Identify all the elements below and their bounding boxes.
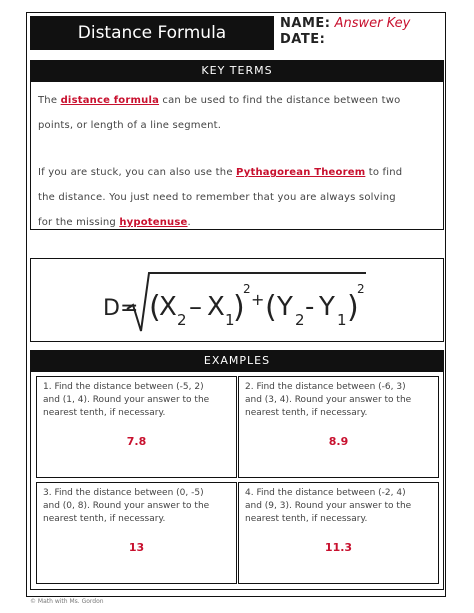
formula-open-paren-1: ( (149, 290, 161, 325)
example-4 (238, 482, 439, 584)
term-distance-formula: distance formula (60, 95, 160, 106)
example-answer: 7.8 (126, 435, 147, 448)
example-answer: 11.3 (324, 541, 353, 554)
question-line: 2. Find the distance between (-6, 3) (245, 382, 406, 392)
formula-exp-2: 2 (357, 282, 365, 296)
question-line: nearest tenth, if necessary. (43, 514, 166, 524)
example-question (245, 487, 433, 526)
text-run: to find (365, 167, 403, 178)
date-label: DATE: (280, 32, 326, 47)
formula-plus: + (251, 290, 265, 309)
question-line: nearest tenth, if necessary. (245, 514, 368, 524)
formula-sub-2a: 2 (177, 311, 187, 329)
example-1 (36, 376, 237, 478)
formula-exp-1: 2 (243, 282, 251, 296)
formula-x1: X (207, 292, 225, 322)
name-date-box (274, 16, 442, 50)
formula-close-paren-2: ) (347, 290, 359, 325)
question-line: and (1, 4). Round your answer to the (43, 395, 210, 405)
question-line: 3. Find the distance between (0, -5) (43, 488, 204, 498)
examples-heading: EXAMPLES (30, 350, 444, 372)
formula-sub-1a: 1 (225, 311, 235, 329)
text-run: can be used to find the distance between two (159, 95, 401, 106)
question-line: and (0, 8). Round your answer to the (43, 501, 210, 511)
footer-credit: © Math with Ms. Gordon (30, 598, 104, 605)
formula-open-paren-2: ( (265, 290, 277, 325)
question-line: nearest tenth, if necessary. (43, 408, 166, 418)
question-line: nearest tenth, if necessary. (245, 408, 368, 418)
example-2 (238, 376, 439, 478)
formula-minus-1: – (189, 292, 202, 322)
formula-lhs: D= (103, 296, 139, 321)
text-run: If you are stuck, you can also use the (38, 167, 237, 178)
formula-minus-2: - (305, 292, 315, 322)
question-line: and (9, 3). Round your answer to the (245, 501, 412, 511)
key-terms-heading: KEY TERMS (30, 60, 444, 82)
example-answer: 8.9 (328, 435, 349, 448)
formula-close-paren-1: ) (233, 290, 245, 325)
name-value: Answer Key (334, 16, 411, 31)
text-run: . (187, 217, 191, 228)
formula-x2: X (159, 292, 177, 322)
question-line: 4. Find the distance between (-2, 4) (245, 488, 406, 498)
question-line: 1. Find the distance between (-5, 2) (43, 382, 204, 392)
text-run: for the missing (38, 217, 120, 228)
distance-formula-graphic (31, 259, 442, 340)
term-hypotenuse: hypotenuse (119, 217, 188, 228)
term-pythagorean-theorem: Pythagorean Theorem (236, 167, 366, 178)
example-3 (36, 482, 237, 584)
text-run: points, or length of a line segment. (38, 120, 222, 131)
text-run: the distance. You just need to remember that you are always solving (38, 192, 396, 203)
example-question (43, 381, 231, 420)
example-answer: 13 (128, 541, 145, 554)
formula-y2: Y (277, 292, 293, 322)
example-question (43, 487, 231, 526)
text-run: The (38, 95, 61, 106)
formula-sub-1b: 1 (337, 311, 347, 329)
question-line: and (3, 4). Round your answer to the (245, 395, 412, 405)
example-question (245, 381, 433, 420)
name-label: NAME: (280, 16, 331, 31)
page-title: Distance Formula (30, 16, 274, 50)
formula-y1: Y (319, 292, 335, 322)
key-terms-paragraph-1 (38, 88, 436, 138)
formula-sub-2b: 2 (295, 311, 305, 329)
formula-box (30, 258, 444, 342)
key-terms-paragraph-2 (38, 160, 436, 235)
